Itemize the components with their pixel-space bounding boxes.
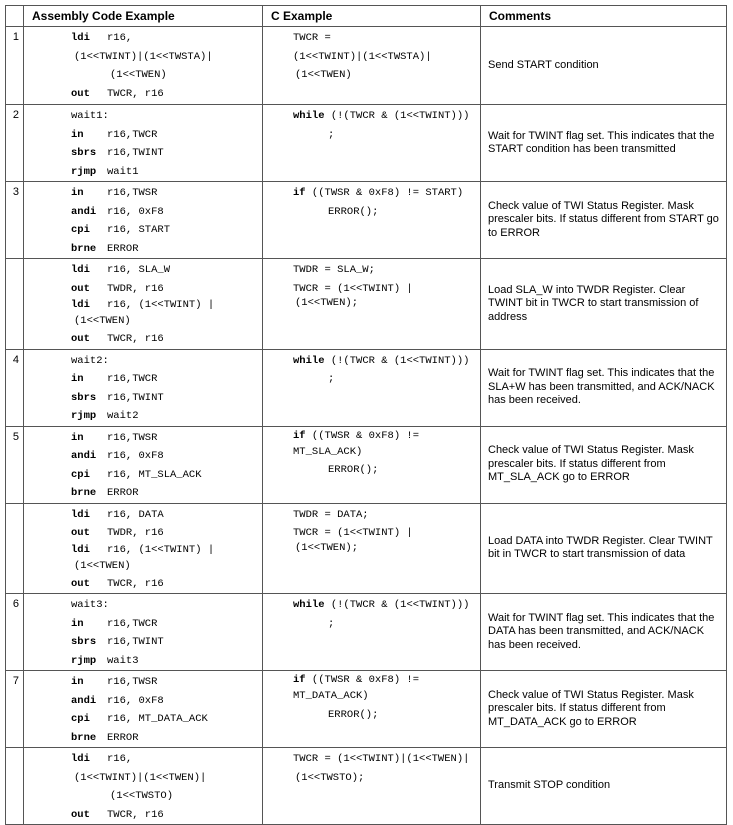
step-number: 1: [6, 27, 24, 105]
c-code: TWCR = (1<<TWINT)|(1<<TWEN)| (1<<TWSTO);: [263, 748, 481, 825]
table-row: [6, 259, 727, 350]
assembly-code: ldi r16, DATA out TWDR, r16 ldi r16, (1<<TWINT) | (1<<TWEN) out TWCR, r16: [24, 503, 263, 594]
assembly-code: ldi r16, (1<<TWINT)|(1<<TWEN)| (1<<TWSTO) out TWCR, r16: [24, 748, 263, 825]
comment: Wait for TWINT flag set. This indicates that the DATA has been transmitted, and ACK/NACK has been received.: [481, 594, 727, 671]
header-number: [6, 6, 24, 27]
c-code: if ((TWSR & 0xF8) != START) ERROR();: [263, 182, 481, 259]
step-number: 4: [6, 349, 24, 426]
c-code: if ((TWSR & 0xF8) != MT_SLA_ACK) ERROR();: [263, 426, 481, 503]
comment: Check value of TWI Status Register. Mask prescaler bits. If status different from MT_DATA_ACK go to ERROR: [481, 671, 727, 748]
table-row: [6, 426, 727, 503]
comment: Load DATA into TWDR Register. Clear TWINT bit in TWCR to start transmission of data: [481, 503, 727, 594]
assembly-code: wait1: in r16,TWCR sbrs r16,TWINT rjmp wait1: [24, 105, 263, 182]
table-header-row: [6, 6, 727, 27]
comment: Load SLA_W into TWDR Register. Clear TWINT bit in TWCR to start transmission of address: [481, 259, 727, 350]
table-row: [6, 594, 727, 671]
assembly-code: in r16,TWSR andi r16, 0xF8 cpi r16, START brne ERROR: [24, 182, 263, 259]
assembly-code: wait2: in r16,TWCR sbrs r16,TWINT rjmp wait2: [24, 349, 263, 426]
step-number: 5: [6, 426, 24, 503]
step-number: [6, 503, 24, 594]
assembly-code: ldi r16, SLA_W out TWDR, r16 ldi r16, (1<<TWINT) | (1<<TWEN) out TWCR, r16: [24, 259, 263, 350]
step-number: 3: [6, 182, 24, 259]
comment: Wait for TWINT flag set. This indicates that the SLA+W has been transmitted, and ACK/NACK has been received.: [481, 349, 727, 426]
table-row: [6, 182, 727, 259]
assembly-code: in r16,TWSR andi r16, 0xF8 cpi r16, MT_SLA_ACK brne ERROR: [24, 426, 263, 503]
c-code: TWDR = DATA; TWCR = (1<<TWINT) | (1<<TWEN);: [263, 503, 481, 594]
c-code: TWDR = SLA_W; TWCR = (1<<TWINT) | (1<<TWEN);: [263, 259, 481, 350]
c-code: TWCR = (1<<TWINT)|(1<<TWSTA)| (1<<TWEN): [263, 27, 481, 105]
step-number: [6, 259, 24, 350]
step-number: 2: [6, 105, 24, 182]
assembly-code: in r16,TWSR andi r16, 0xF8 cpi r16, MT_DATA_ACK brne ERROR: [24, 671, 263, 748]
step-number: 6: [6, 594, 24, 671]
header-c-example: C Example: [263, 6, 481, 27]
table-row: [6, 105, 727, 182]
header-comments: Comments: [481, 6, 727, 27]
comment: Wait for TWINT flag set. This indicates that the START condition has been transmitted: [481, 105, 727, 182]
c-code: while (!(TWCR & (1<<TWINT))) ;: [263, 349, 481, 426]
comment: Transmit STOP condition: [481, 748, 727, 825]
header-assembly: Assembly Code Example: [24, 6, 263, 27]
assembly-code: wait3: in r16,TWCR sbrs r16,TWINT rjmp wait3: [24, 594, 263, 671]
table-row: [6, 671, 727, 748]
comment: Send START condition: [481, 27, 727, 105]
step-number: 7: [6, 671, 24, 748]
assembly-code: ldi r16, (1<<TWINT)|(1<<TWSTA)| (1<<TWEN) out TWCR, r16: [24, 27, 263, 105]
c-code: if ((TWSR & 0xF8) != MT_DATA_ACK) ERROR();: [263, 671, 481, 748]
twi-code-table: [5, 5, 727, 825]
c-code: while (!(TWCR & (1<<TWINT))) ;: [263, 594, 481, 671]
table-row: [6, 503, 727, 594]
table-row: [6, 27, 727, 105]
step-number: [6, 748, 24, 825]
table-row: [6, 349, 727, 426]
comment: Check value of TWI Status Register. Mask prescaler bits. If status different from MT_SLA_ACK go to ERROR: [481, 426, 727, 503]
comment: Check value of TWI Status Register. Mask prescaler bits. If status different from START go to ERROR: [481, 182, 727, 259]
table-row: [6, 748, 727, 825]
c-code: while (!(TWCR & (1<<TWINT))) ;: [263, 105, 481, 182]
